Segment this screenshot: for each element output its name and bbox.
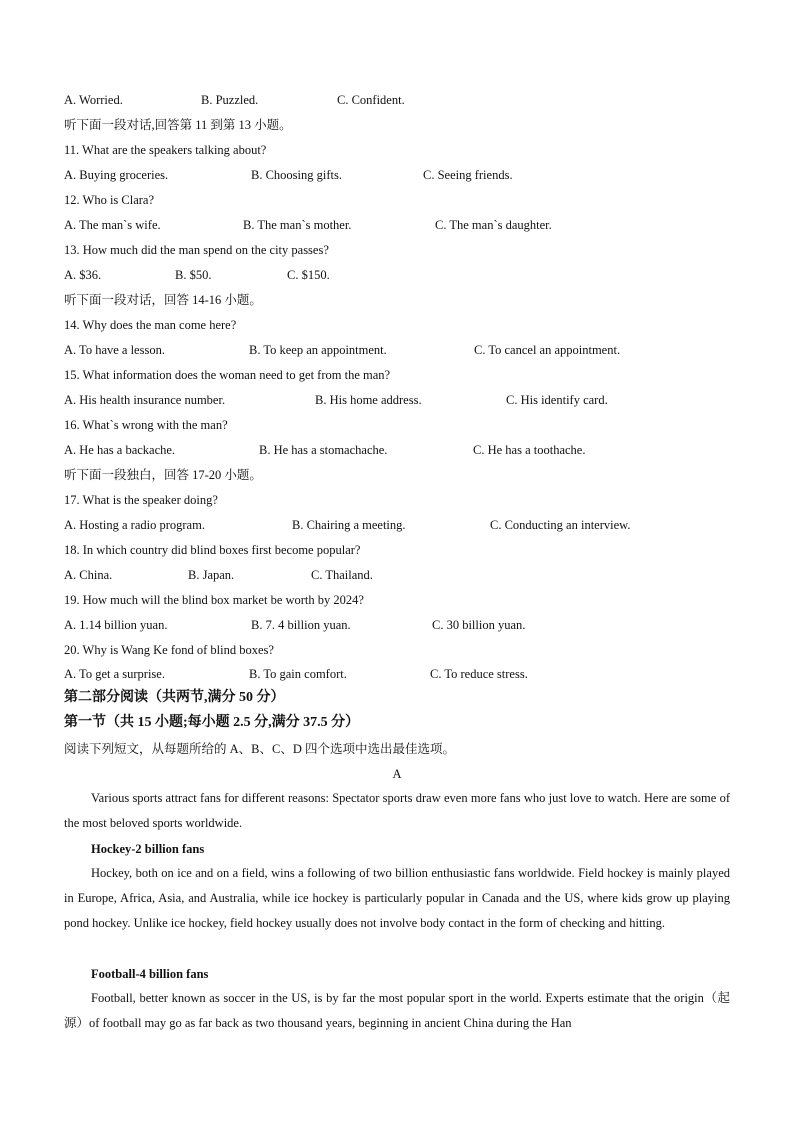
question-12: 12. Who is Clara? xyxy=(64,193,155,207)
reading-instruction: 阅读下列短文，从每题所给的 A、B、C、D 四个选项中选出最佳选项。 xyxy=(64,742,455,756)
q20-options xyxy=(64,666,744,682)
option-a[interactable]: A. Buying groceries. xyxy=(64,168,169,182)
option-b[interactable]: B. $50. xyxy=(175,268,212,282)
option-a[interactable]: A. The man`s wife. xyxy=(64,218,161,232)
option-a[interactable]: A. Worried. xyxy=(64,93,123,107)
option-c[interactable]: C. Conducting an interview. xyxy=(490,518,631,532)
option-c[interactable]: C. 30 billion yuan. xyxy=(432,618,526,632)
listening-instruction: 听下面一段独白，回答 17-20 小题。 xyxy=(64,468,262,482)
option-c[interactable]: C. Confident. xyxy=(337,93,405,107)
option-c[interactable]: C. To cancel an appointment. xyxy=(474,343,621,357)
question-13: 13. How much did the man spend on the city passes? xyxy=(64,243,329,257)
question-19: 19. How much will the blind box market be worth by 2024? xyxy=(64,593,364,607)
q13-options xyxy=(64,267,744,283)
option-c[interactable]: C. Seeing friends. xyxy=(423,168,513,182)
paragraph-intro xyxy=(64,786,730,836)
q19-options xyxy=(64,617,744,633)
option-a[interactable]: A. To get a surprise. xyxy=(64,667,165,681)
option-b[interactable]: B. The man`s mother. xyxy=(243,218,352,232)
option-c[interactable]: C. Thailand. xyxy=(311,568,373,582)
question-15: 15. What information does the woman need to get from the man? xyxy=(64,368,391,382)
q16-options xyxy=(64,442,744,458)
paragraph-hockey xyxy=(64,861,730,936)
listening-instruction: 听下面一段对话，回答 14-16 小题。 xyxy=(64,293,262,307)
question-20: 20. Why is Wang Ke fond of blind boxes? xyxy=(64,643,274,657)
option-a[interactable]: A. His health insurance number. xyxy=(64,393,226,407)
question-18: 18. In which country did blind boxes first become popular? xyxy=(64,543,361,557)
section-one-title: 第一节（共 15 小题;每小题 2.5 分,满分 37.5 分） xyxy=(64,715,360,730)
question-17: 17. What is the speaker doing? xyxy=(64,493,218,507)
q17-options xyxy=(64,517,744,533)
option-b[interactable]: B. His home address. xyxy=(315,393,422,407)
question-14: 14. Why does the man come here? xyxy=(64,318,237,332)
option-b[interactable]: B. Puzzled. xyxy=(201,93,259,107)
option-b[interactable]: B. He has a stomachache. xyxy=(259,443,388,457)
option-b[interactable]: B. To gain comfort. xyxy=(249,667,347,681)
option-c[interactable]: C. To reduce stress. xyxy=(430,667,528,681)
option-b[interactable]: B. Choosing gifts. xyxy=(251,168,342,182)
option-b[interactable]: B. Japan. xyxy=(188,568,235,582)
option-c[interactable]: C. He has a toothache. xyxy=(473,443,586,457)
passage-label: A xyxy=(392,767,402,781)
option-a[interactable]: A. $36. xyxy=(64,268,102,282)
paragraph-text: Various sports attract fans for different reasons: Spectator sports draw even more fans who just love to watch. Here are some of the most beloved sports worldwide. xyxy=(64,791,730,830)
option-b[interactable]: B. To keep an appointment. xyxy=(249,343,387,357)
hockey-heading: Hockey-2 billion fans xyxy=(91,842,205,856)
option-b[interactable]: B. Chairing a meeting. xyxy=(292,518,406,532)
option-b[interactable]: B. 7. 4 billion yuan. xyxy=(251,618,351,632)
option-c[interactable]: C. His identify card. xyxy=(506,393,608,407)
option-a[interactable]: A. 1.14 billion yuan. xyxy=(64,618,168,632)
q18-options xyxy=(64,567,744,583)
option-a[interactable]: A. Hosting a radio program. xyxy=(64,518,205,532)
paragraph-text: Hockey, both on ice and on a field, wins a following of two billion enthusiastic fans worldwide. Field hockey is mainly played in Europe, Africa, Asia, and Australia, while ice hockey is particularly popular in Canada and the US, where kids grow up playing pond hockey. Unlike ice hockey, field hockey usually does not involve body contact in the form of checking and hitting. xyxy=(64,866,730,930)
q12-options xyxy=(64,217,744,233)
option-a[interactable]: A. China. xyxy=(64,568,113,582)
option-a[interactable]: A. He has a backache. xyxy=(64,443,176,457)
question-16: 16. What`s wrong with the man? xyxy=(64,418,228,432)
question-11: 11. What are the speakers talking about? xyxy=(64,143,267,157)
paragraph-text: Football, better known as soccer in the US, is by far the most popular sport in the world. Experts estimate that the origin（起源）of football may go as far back as two thousand years, beginning in ancient China during the Han xyxy=(64,991,730,1030)
option-c[interactable]: C. $150. xyxy=(287,268,330,282)
football-heading: Football-4 billion fans xyxy=(91,967,209,981)
paragraph-football xyxy=(64,986,730,1036)
q11-options xyxy=(64,167,744,183)
listening-instruction: 听下面一段对话,回答第 11 到第 13 小题。 xyxy=(64,118,292,132)
q14-options xyxy=(64,342,744,358)
q10-options xyxy=(64,92,744,108)
option-a[interactable]: A. To have a lesson. xyxy=(64,343,165,357)
part-two-title: 第二部分阅读（共两节,满分 50 分） xyxy=(64,690,285,705)
q15-options xyxy=(64,392,744,408)
option-c[interactable]: C. The man`s daughter. xyxy=(435,218,552,232)
